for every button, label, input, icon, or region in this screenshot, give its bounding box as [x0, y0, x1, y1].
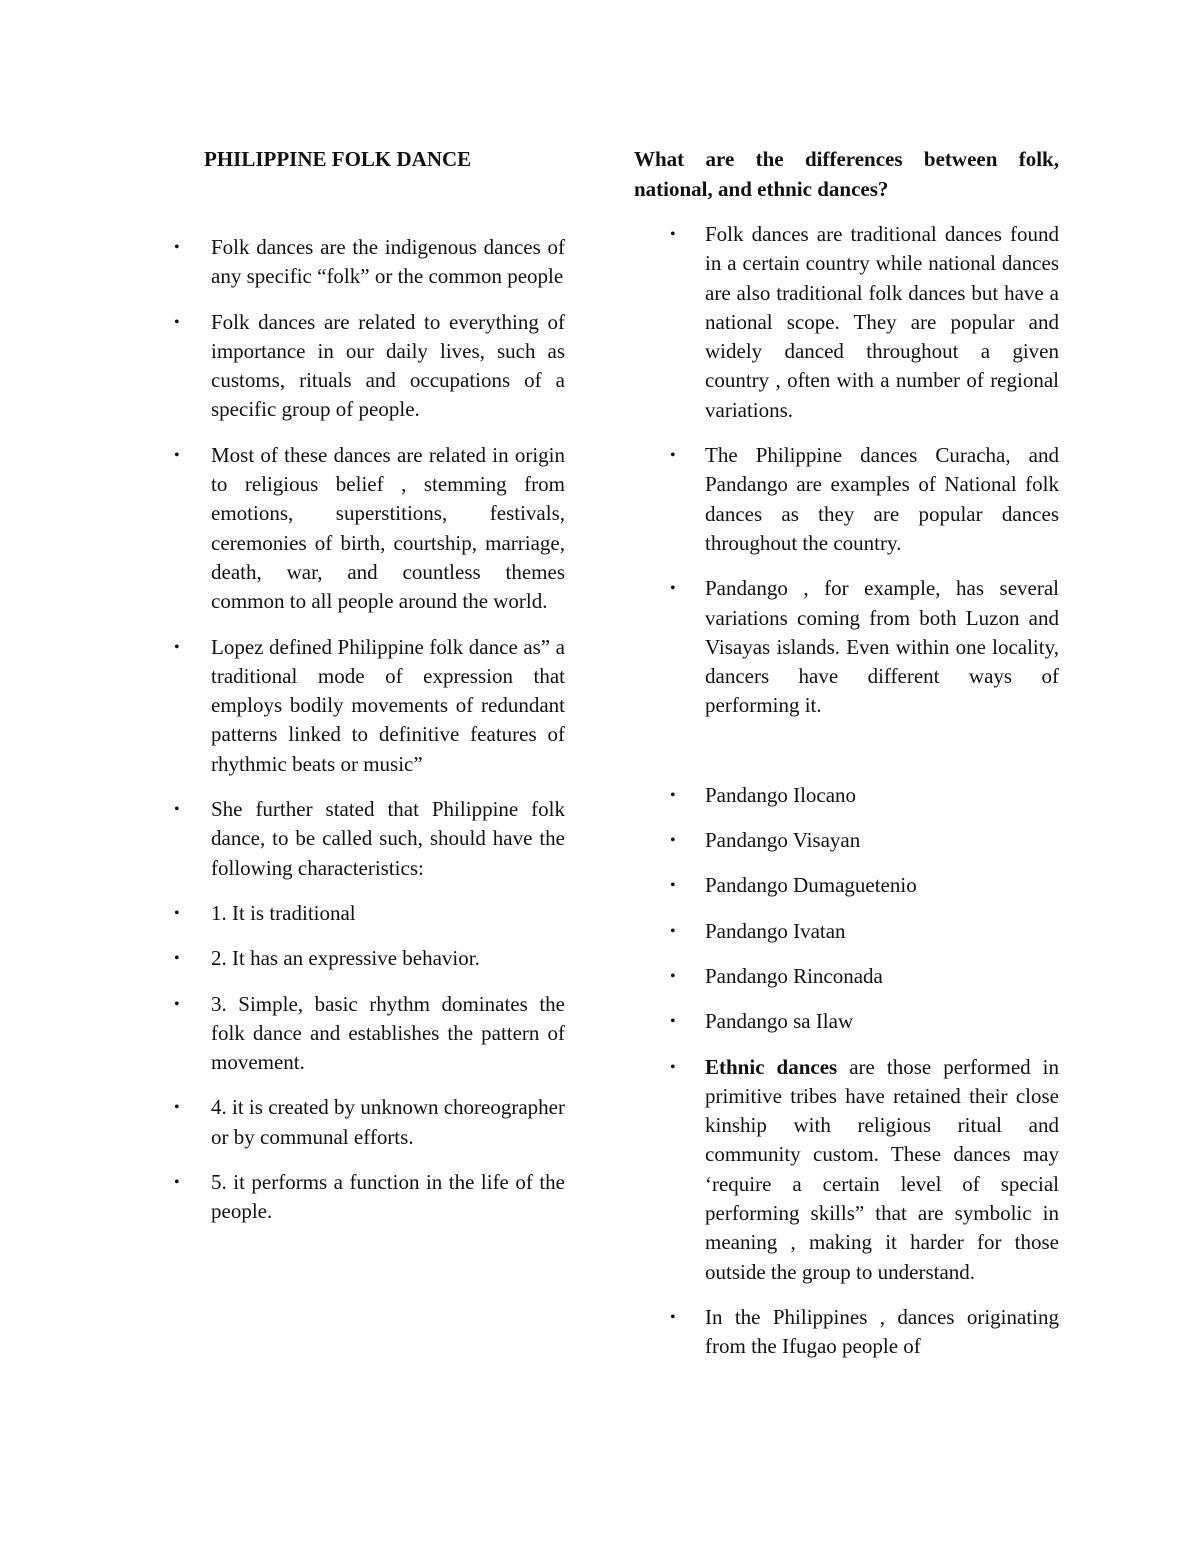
bullet-icon: •	[174, 801, 180, 819]
pandango-variations-list	[634, 781, 1059, 1362]
list-item: • 3. Simple, basic rhythm dominates the folk dance and establishes the pattern of movement.	[174, 991, 565, 1075]
bullet-icon: •	[174, 904, 180, 922]
page-title: PHILIPPINE FOLK DANCE	[204, 147, 472, 171]
bullet-icon: •	[670, 832, 676, 850]
spacer	[634, 737, 1059, 781]
bullet-icon: •	[670, 580, 676, 598]
ethnic-dances-term: Ethnic dances	[705, 1054, 838, 1079]
list-item: • Pandango Dumaguetenio	[634, 871, 1059, 900]
bullet-icon: •	[670, 877, 676, 895]
bullet-icon: •	[670, 226, 676, 243]
list-item: • Folk dances are related to everything of importance in our daily lives, such as customs, rituals and occupations of a specific group of people.	[174, 309, 565, 422]
list-item: • In the Philippines , dances originating from the Ifugao people of	[670, 1304, 1059, 1359]
list-item: • Lopez defined Philippine folk dance as” a traditional mode of expression that employs bodily movements of redundant patterns linked to definitive features of rhythmic beats or music”	[174, 634, 565, 776]
left-bullet-list	[172, 233, 565, 1227]
list-item: • Most of these dances are related in origin to religious belief , stemming from emotions, superstitions, festivals, ceremonies of birth, courtship, marriage, death, war, and countless themes common to all people around the world.	[174, 442, 565, 614]
list-item: • Pandango sa Ilaw	[634, 1007, 1059, 1036]
list-item: • Pandango Ilocano	[634, 781, 1059, 810]
bullet-icon: •	[670, 786, 676, 804]
bullet-icon: •	[174, 950, 180, 968]
bullet-icon: •	[174, 995, 180, 1013]
bullet-icon: •	[670, 1058, 676, 1076]
list-item: • Folk dances are traditional dances found in a certain country while national dances are also traditional folk dances but have a national scope. They are popular and widely danced throughout a given country , often with a number of regional variations.	[670, 222, 1059, 422]
bullet-icon: •	[670, 922, 676, 940]
list-item: • 4. it is created by unknown choreographer or by communal efforts.	[174, 1095, 565, 1149]
bullet-icon: •	[174, 446, 180, 464]
list-item: • The Philippine dances Curacha, and Pandango are examples of National folk dances as they are popular dances throughout the country.	[670, 443, 1059, 555]
list-item: • 1. It is traditional	[172, 899, 565, 928]
bullet-icon: •	[174, 239, 180, 256]
right-column	[634, 140, 1059, 1378]
bullet-icon: •	[174, 313, 180, 331]
right-bullet-list-top	[634, 220, 1059, 721]
list-item: • Ethnic dances are those performed in primitive tribes have retained their close kinship with religious ritual and community custom. These dances may ‘require a certain level of special performing skills” that are symbolic in meaning , making it harder for those outside the group to understand.	[670, 1054, 1059, 1284]
list-item: • Folk dances are the indigenous dances of any specific “folk” or the common people	[174, 235, 565, 289]
bullet-icon: •	[670, 447, 676, 465]
list-item: • Pandango Rinconada	[634, 962, 1059, 991]
section-heading: What are the differences between folk, national, and ethnic dances?	[634, 147, 1059, 201]
list-item: • 5. it performs a function in the life of the people.	[174, 1170, 565, 1224]
left-column	[172, 140, 565, 1243]
bullet-icon: •	[670, 1013, 676, 1031]
list-item: • Pandango , for example, has several variations coming from both Luzon and Visayas islands. Even within one locality, dancers have different ways of performing it.	[670, 576, 1059, 718]
bullet-icon: •	[670, 967, 676, 985]
list-item: • Pandango Ivatan	[634, 917, 1059, 946]
list-item: • 2. It has an expressive behavior.	[172, 944, 565, 973]
bullet-icon: •	[174, 1099, 180, 1117]
list-item: • She further stated that Philippine folk dance, to be called such, should have the following characteristics:	[174, 797, 565, 880]
bullet-icon: •	[670, 1308, 676, 1326]
bullet-icon: •	[174, 1174, 180, 1192]
bullet-icon: •	[174, 638, 180, 656]
list-item: • Pandango Visayan	[634, 826, 1059, 855]
